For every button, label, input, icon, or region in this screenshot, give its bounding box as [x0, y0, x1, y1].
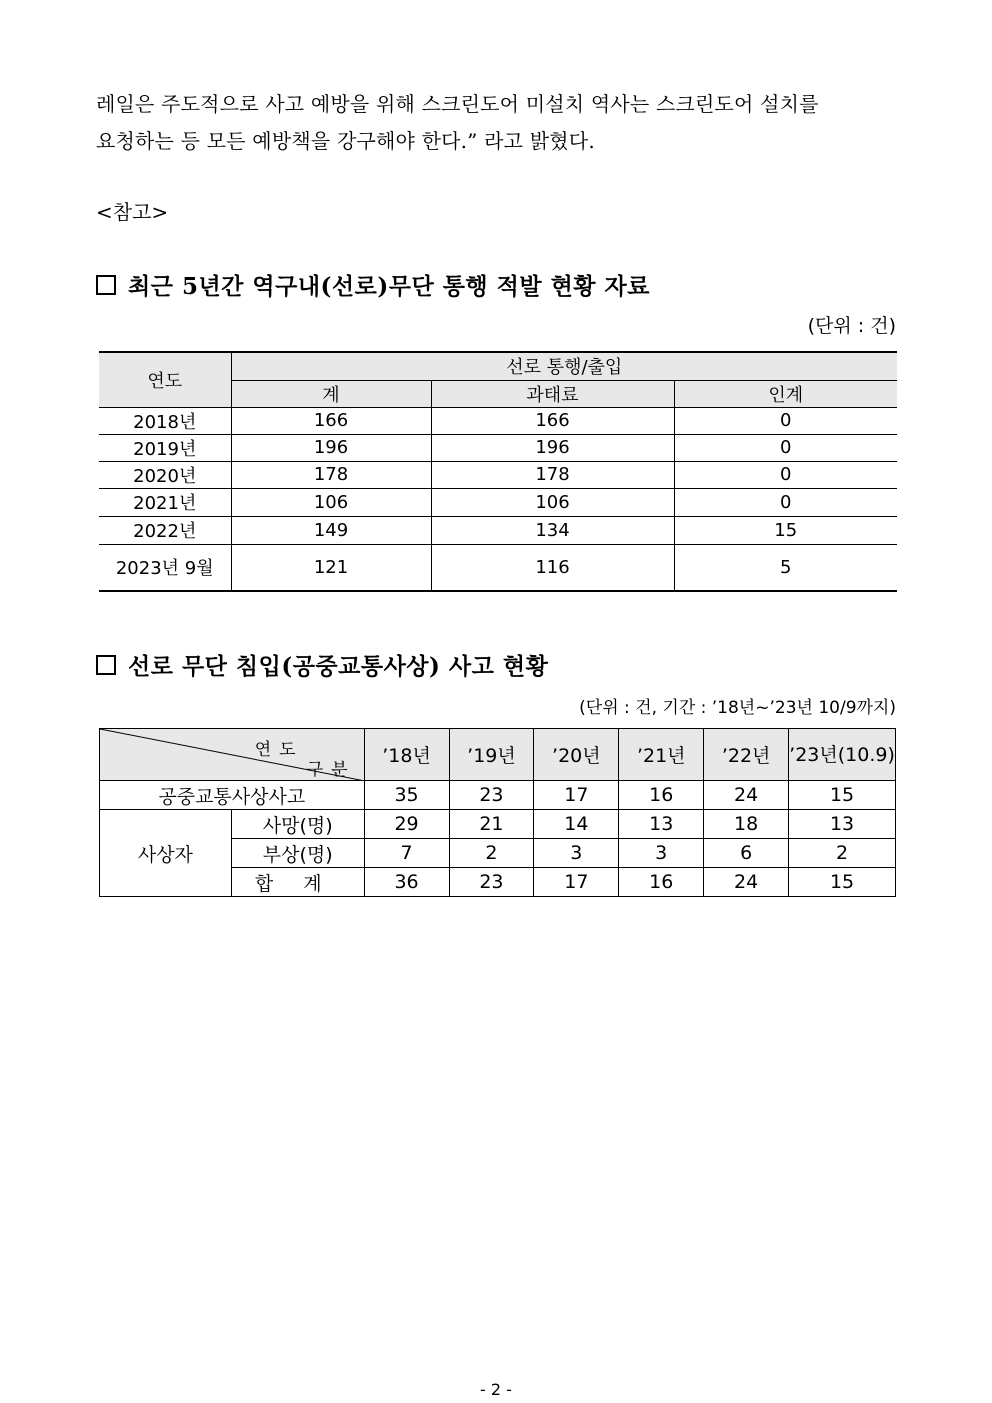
checkbox-square-icon [96, 655, 116, 675]
section2-unit: (단위 : 건, 기간 : ’18년~’23년 10/9까지) [579, 698, 896, 718]
table-row [100, 781, 896, 810]
header-year-20: ’20년 [534, 729, 619, 781]
cell-value: 21 [449, 810, 534, 839]
cell-transfer: 0 [674, 488, 897, 516]
accident-table [99, 728, 896, 897]
cell-fine: 116 [431, 544, 674, 591]
cell-total: 106 [231, 488, 431, 516]
cell-value: 13 [789, 810, 896, 839]
cell-fine: 106 [431, 488, 674, 516]
table-row [99, 461, 897, 488]
table-row [100, 810, 896, 839]
section2-heading [96, 648, 548, 681]
section2-title: 선로 무단 침입(공중교통사상) 사고 현황 [128, 653, 549, 680]
cell-value: 36 [364, 868, 449, 897]
cell-total: 196 [231, 434, 431, 461]
cell-transfer: 0 [674, 461, 897, 488]
header-transfer: 인계 [674, 380, 897, 407]
cell-value: 15 [789, 781, 896, 810]
cell-year: 2019년 [99, 434, 231, 461]
checkbox-square-icon [96, 275, 116, 295]
corner-year-label: 연도 [254, 740, 304, 760]
cell-value: 24 [704, 781, 789, 810]
body-paragraph [96, 86, 896, 160]
table-row [99, 544, 897, 591]
cell-value: 15 [789, 868, 896, 897]
cell-value: 18 [704, 810, 789, 839]
cell-value: 3 [619, 839, 704, 868]
corner-category-label: 구분 [306, 760, 356, 780]
cell-value: 17 [534, 781, 619, 810]
cell-value: 24 [704, 868, 789, 897]
cell-value: 2 [449, 839, 534, 868]
header-year-19: ’19년 [449, 729, 534, 781]
table-row [99, 488, 897, 516]
cell-value: 16 [619, 781, 704, 810]
row-label-sum: 합 계 [231, 868, 364, 897]
paragraph-line-1: 레일은 주도적으로 사고 예방을 위해 스크린도어 미설치 역사는 스크린도어 설치를 [96, 92, 819, 116]
header-year-21: ’21년 [619, 729, 704, 781]
table-row [99, 434, 897, 461]
cell-total: 166 [231, 407, 431, 434]
cell-total: 121 [231, 544, 431, 591]
cell-fine: 166 [431, 407, 674, 434]
cell-total: 178 [231, 461, 431, 488]
cell-value: 17 [534, 868, 619, 897]
row-label-injury: 부상(명) [231, 839, 364, 868]
header-year-22: ’22년 [704, 729, 789, 781]
row-label-casualty: 사상자 [100, 810, 232, 897]
cell-value: 35 [364, 781, 449, 810]
cell-value: 16 [619, 868, 704, 897]
cell-year: 2023년 9월 [99, 544, 231, 591]
cell-transfer: 15 [674, 516, 897, 544]
header-fine: 과태료 [431, 380, 674, 407]
cell-value: 14 [534, 810, 619, 839]
cell-value: 2 [789, 839, 896, 868]
cell-year: 2020년 [99, 461, 231, 488]
cell-value: 23 [449, 781, 534, 810]
section1-unit: (단위 : 건) [807, 315, 896, 337]
header-group: 선로 통행/출입 [231, 352, 897, 380]
header-year-18: ’18년 [364, 729, 449, 781]
cell-value: 7 [364, 839, 449, 868]
section1-heading [96, 268, 650, 301]
corner-header [100, 729, 365, 781]
cell-transfer: 5 [674, 544, 897, 591]
cell-fine: 178 [431, 461, 674, 488]
cell-fine: 196 [431, 434, 674, 461]
cell-year: 2022년 [99, 516, 231, 544]
section1-title: 최근 5년간 역구내(선로)무단 통행 적발 현황 자료 [128, 273, 650, 300]
cell-value: 29 [364, 810, 449, 839]
cell-total: 149 [231, 516, 431, 544]
table-row [99, 407, 897, 434]
cell-value: 23 [449, 868, 534, 897]
cell-transfer: 0 [674, 407, 897, 434]
cell-value: 6 [704, 839, 789, 868]
header-year-23: ’23년(10.9) [789, 729, 896, 781]
cell-value: 13 [619, 810, 704, 839]
cell-fine: 134 [431, 516, 674, 544]
violation-table [99, 351, 897, 592]
cell-year: 2021년 [99, 488, 231, 516]
cell-value: 3 [534, 839, 619, 868]
row-label-accident: 공중교통사상사고 [100, 781, 365, 810]
page-number: - 2 - [480, 1380, 512, 1399]
header-total: 계 [231, 380, 431, 407]
row-label-death: 사망(명) [231, 810, 364, 839]
header-year: 연도 [99, 352, 231, 407]
paragraph-line-2: 요청하는 등 모든 예방책을 강구해야 한다.” 라고 밝혔다. [96, 129, 595, 153]
table-row [99, 516, 897, 544]
reference-label: <참고> [96, 200, 169, 224]
cell-year: 2018년 [99, 407, 231, 434]
cell-transfer: 0 [674, 434, 897, 461]
